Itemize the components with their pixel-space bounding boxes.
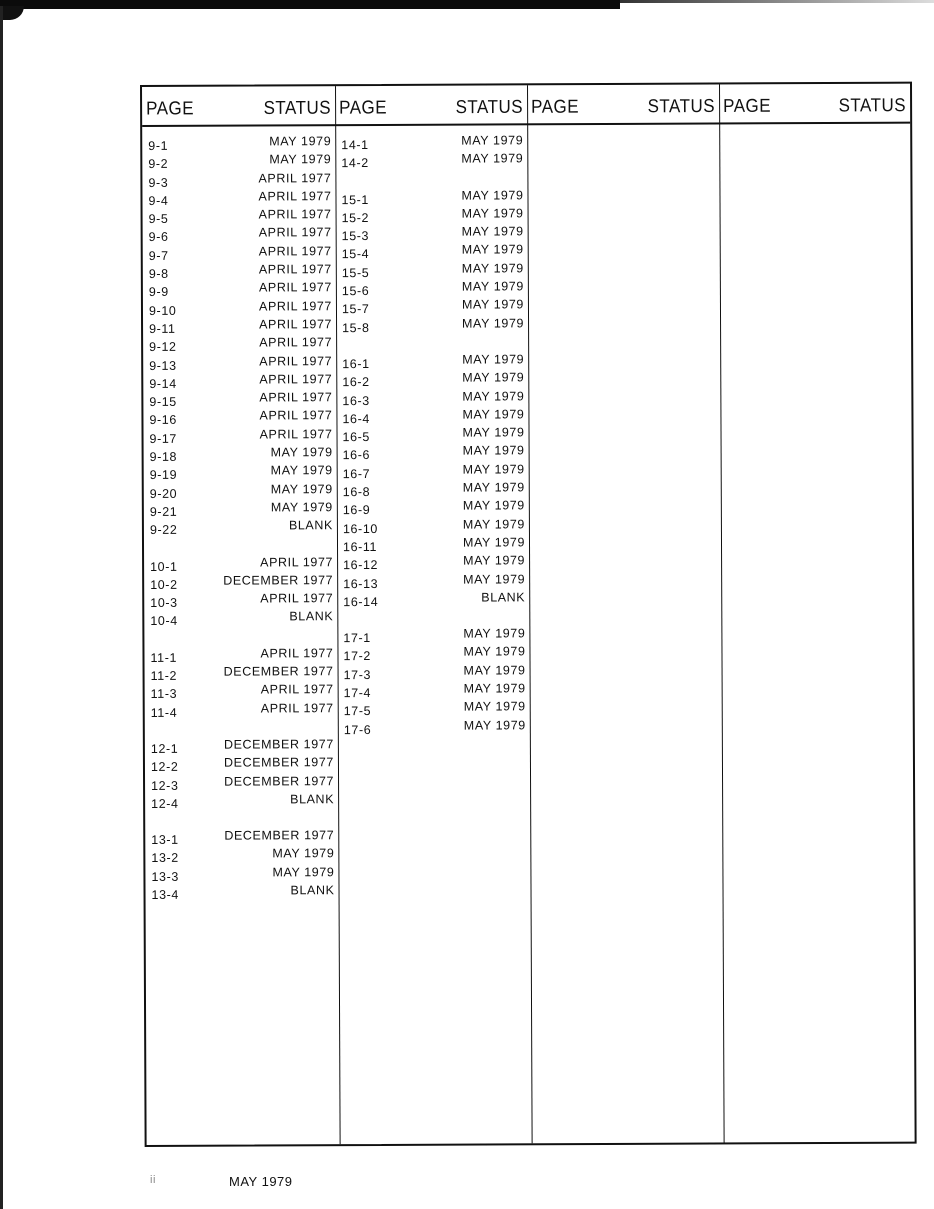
page-status: MAY 1979	[462, 370, 525, 385]
table-row	[144, 518, 337, 537]
page-status: MAY 1979	[463, 553, 526, 568]
page-number: 9-13	[149, 358, 177, 373]
page-status: APRIL 1977	[260, 700, 334, 716]
row-spacer	[144, 537, 337, 556]
header-page: PAGE	[146, 97, 195, 119]
table-row	[335, 152, 527, 171]
table-row	[143, 226, 336, 245]
page-number: 17-3	[343, 667, 372, 682]
table-row	[336, 425, 528, 444]
table-row	[145, 792, 338, 811]
page-status: MAY 1979	[462, 443, 525, 459]
page-number: 17-4	[343, 686, 372, 701]
page-number: 10-1	[150, 559, 178, 574]
table-row	[145, 664, 338, 683]
table-row	[145, 774, 338, 793]
page-number: 9-22	[149, 523, 178, 538]
row-spacer	[144, 628, 337, 647]
header-status: STATUS	[647, 95, 716, 117]
table-row	[143, 335, 336, 354]
page-number: 16-7	[342, 466, 371, 481]
page-number: 10-4	[150, 614, 178, 629]
row-spacer	[335, 170, 527, 189]
page-status: APRIL 1977	[258, 170, 332, 186]
page-status: MAY 1979	[462, 388, 525, 404]
page-number: 16-11	[342, 539, 378, 555]
table-row	[337, 535, 529, 554]
page-number: 9-16	[149, 413, 177, 428]
table-row	[338, 663, 530, 682]
page-number: 9-2	[148, 157, 169, 172]
table-row	[145, 847, 338, 866]
table-row	[337, 480, 529, 499]
page-status: MAY 1979	[269, 134, 332, 149]
table-row	[337, 462, 529, 481]
page-status: MAY 1979	[462, 462, 525, 477]
rows	[527, 132, 719, 133]
table-row	[336, 389, 528, 408]
page-number: 15-6	[341, 284, 370, 299]
page-status: MAY 1979	[462, 498, 525, 513]
page-status: MAY 1979	[463, 717, 526, 733]
table-row	[143, 354, 336, 373]
table-row	[144, 610, 337, 629]
page-number: 16-8	[342, 485, 371, 500]
table-row	[336, 407, 528, 426]
table-row	[143, 299, 336, 318]
table-row	[144, 482, 337, 501]
row-spacer	[145, 810, 338, 829]
page-status: MAY 1979	[461, 187, 524, 203]
table-row	[144, 573, 337, 592]
scan-edge-dark	[0, 0, 620, 9]
table-row	[336, 352, 528, 371]
page-number: 9-21	[149, 504, 178, 519]
page-status: MAY 1979	[461, 261, 524, 276]
page-status: MAY 1979	[461, 242, 524, 258]
table-row	[144, 500, 337, 519]
header-page: PAGE	[531, 96, 580, 118]
page-number: 16-9	[342, 503, 371, 518]
page-status: MAY 1979	[461, 206, 524, 221]
page-number: 14-2	[341, 156, 369, 171]
page-status: MAY 1979	[462, 352, 525, 367]
page-status: APRIL 1977	[259, 372, 333, 387]
page-status: APRIL 1977	[260, 591, 334, 606]
table-row	[337, 626, 529, 645]
page-status: BLANK	[288, 518, 333, 533]
page-status: MAY 1979	[463, 663, 526, 678]
page-status: APRIL 1977	[258, 189, 332, 204]
table-row	[337, 517, 529, 536]
page-number: 13-1	[151, 832, 179, 848]
page-status: APRIL 1977	[260, 554, 334, 570]
table-column-4	[719, 84, 915, 1143]
page-status: DECEMBER 1977	[223, 572, 334, 588]
table-row	[336, 371, 528, 390]
page-status: APRIL 1977	[260, 645, 334, 661]
page-number: 12-2	[150, 760, 179, 775]
page-status: MAY 1979	[461, 133, 524, 148]
header-page: PAGE	[339, 96, 388, 119]
table-column-2	[335, 85, 532, 1144]
page-status: MAY 1979	[272, 864, 335, 880]
page-status: MAY 1979	[462, 535, 526, 550]
table-row	[338, 681, 530, 700]
page-status: DECEMBER 1977	[224, 773, 335, 789]
page-status: MAY 1979	[270, 463, 333, 478]
header-status: STATUS	[455, 96, 524, 118]
table-row	[142, 152, 335, 171]
page-number: 11-3	[150, 687, 178, 702]
table-row	[337, 572, 529, 591]
page-status: APRIL 1977	[259, 335, 333, 350]
table-row	[143, 317, 336, 336]
page-status: MAY 1979	[272, 846, 335, 861]
page-number: 11-2	[150, 668, 178, 683]
page-status: APRIL 1977	[259, 426, 333, 442]
page-number: 12-4	[151, 796, 179, 811]
table-row	[337, 444, 529, 463]
page-number: 15-4	[341, 247, 370, 262]
page-number: 9-10	[148, 303, 177, 318]
table-row	[144, 463, 337, 482]
page-number: 17-6	[343, 722, 372, 737]
page-status: MAY 1979	[269, 152, 332, 167]
page-status: MAY 1979	[463, 681, 526, 696]
page-status: MAY 1979	[462, 516, 525, 532]
page-number: 17-5	[343, 704, 372, 719]
page-number: 17-2	[343, 649, 371, 664]
page-number: 9-9	[148, 285, 169, 300]
page-status: MAY 1979	[463, 644, 526, 660]
rows	[335, 133, 530, 737]
page-number: 9-15	[149, 394, 177, 410]
table-row	[338, 700, 530, 719]
table-row	[145, 737, 338, 756]
table-row	[144, 445, 337, 464]
page-status: APRIL 1977	[258, 262, 332, 277]
table-row	[145, 701, 338, 720]
page-number: 17-1	[343, 631, 371, 646]
page-number: 9-1	[148, 138, 169, 153]
page-number: 10-3	[150, 595, 178, 611]
page-number: 15-7	[341, 302, 370, 317]
page-number: 16-5	[342, 430, 370, 445]
footer-date: MAY 1979	[229, 1174, 293, 1189]
page-status: MAY 1979	[270, 500, 333, 515]
table-row	[143, 409, 336, 428]
page-number: 9-11	[149, 321, 176, 336]
table-row	[143, 281, 336, 300]
page-number: 9-4	[148, 193, 169, 208]
table-row	[337, 554, 529, 573]
header-status: STATUS	[263, 97, 332, 119]
page-status: MAY 1979	[461, 224, 524, 239]
page-status: APRIL 1977	[259, 390, 333, 405]
page-number: 9-17	[149, 431, 177, 446]
table-row	[142, 134, 335, 153]
page-status: APRIL 1977	[258, 280, 332, 295]
table-row	[336, 298, 528, 317]
scan-corner	[0, 6, 24, 20]
row-spacer	[337, 608, 529, 627]
table-row	[335, 133, 527, 152]
page-number: 11-1	[150, 650, 178, 665]
page-number: 16-1	[342, 356, 370, 372]
table-row	[144, 646, 337, 665]
table-column-1	[142, 86, 340, 1145]
table-row	[337, 499, 529, 518]
page-number: 9-7	[148, 248, 169, 263]
page-status: DECEMBER 1977	[223, 664, 334, 679]
scan-edge-left	[0, 6, 3, 1209]
page-number: 11-4	[150, 705, 178, 720]
row-spacer	[336, 334, 528, 353]
page-number: 12-3	[151, 778, 179, 793]
page-number: 13-2	[151, 851, 179, 866]
page-status: MAY 1979	[270, 481, 333, 497]
table-row	[336, 279, 528, 298]
page-status: DECEMBER 1977	[223, 737, 334, 752]
page-status: BLANK	[290, 883, 335, 898]
table-column-3	[527, 84, 724, 1143]
effective-pages-table	[140, 82, 917, 1147]
page-status: BLANK	[481, 590, 526, 605]
table-row	[143, 390, 336, 409]
table-row	[145, 865, 338, 884]
table-row	[336, 224, 528, 243]
page-status: BLANK	[289, 609, 334, 624]
page-status: MAY 1979	[461, 151, 524, 166]
table-row	[142, 189, 335, 208]
page-number: 9-5	[148, 212, 169, 227]
page-status: DECEMBER 1977	[223, 755, 334, 770]
table-row	[336, 316, 528, 335]
page-number: 15-2	[341, 210, 370, 226]
page-number: 16-4	[342, 411, 370, 426]
table-row	[144, 591, 337, 610]
page-number: 16-6	[342, 448, 371, 463]
page-number: 15-5	[341, 265, 370, 280]
table-row	[145, 755, 338, 774]
table-row	[144, 555, 337, 574]
rows	[719, 132, 910, 133]
page-status: MAY 1979	[463, 626, 526, 641]
page-number: 16-13	[343, 576, 379, 591]
page-number: 16-10	[342, 521, 378, 536]
page-number: 15-8	[342, 320, 370, 335]
table-row	[143, 207, 336, 226]
page-number: 16-14	[343, 594, 379, 609]
table-row	[336, 261, 528, 280]
header-page: PAGE	[723, 95, 772, 117]
page-status: APRIL 1977	[258, 207, 332, 222]
table-row	[143, 244, 336, 263]
page-status: BLANK	[290, 791, 335, 807]
page-status: MAY 1979	[462, 480, 525, 495]
table-row	[145, 828, 338, 847]
table-row	[145, 682, 338, 701]
rows	[142, 134, 338, 902]
table-row	[336, 206, 528, 225]
page-status: MAY 1979	[463, 571, 526, 587]
table-row	[335, 188, 527, 207]
page-number: 14-1	[341, 138, 369, 153]
page-status: MAY 1979	[461, 315, 525, 331]
page-number: 15-3	[341, 229, 370, 244]
row-spacer	[145, 719, 338, 738]
page-status: APRIL 1977	[259, 408, 333, 423]
page-status: MAY 1979	[463, 699, 526, 714]
table-row	[338, 718, 530, 737]
page-number: 12-1	[150, 741, 179, 756]
page-status: APRIL 1977	[259, 353, 333, 369]
footer-page-number: ii	[150, 1174, 156, 1186]
page-number: 10-2	[150, 577, 178, 592]
table-row	[142, 171, 335, 190]
page-number: 16-2	[342, 375, 370, 390]
page-number: 16-3	[342, 393, 370, 408]
page-number: 9-8	[148, 266, 169, 282]
page-status: DECEMBER 1977	[224, 828, 335, 843]
table-row	[143, 262, 336, 281]
page-number: 9-18	[149, 449, 178, 465]
page-status: APRIL 1977	[259, 317, 333, 332]
page-number: 9-20	[149, 486, 178, 501]
page-number: 16-12	[343, 558, 379, 573]
table-row	[143, 427, 336, 446]
page-number: 9-12	[149, 340, 177, 355]
page-status: APRIL 1977	[258, 243, 332, 259]
page-status: MAY 1979	[461, 279, 524, 294]
page-number: 15-1	[341, 192, 369, 207]
page-number: 9-19	[149, 468, 178, 483]
table-row	[145, 883, 338, 902]
page-status: APRIL 1977	[258, 298, 332, 314]
page-number: 9-3	[148, 175, 169, 190]
table-row	[336, 243, 528, 262]
page-number: 13-4	[151, 887, 179, 902]
page-status: APRIL 1977	[258, 225, 332, 240]
table-row	[337, 645, 529, 664]
page-status: APRIL 1977	[260, 682, 334, 697]
page-status: MAY 1979	[461, 297, 524, 312]
page-status: MAY 1979	[462, 425, 525, 440]
header-status: STATUS	[838, 94, 907, 116]
table-row	[143, 372, 336, 391]
page-number: 13-3	[151, 869, 179, 884]
page-status: MAY 1979	[270, 445, 333, 460]
table-row	[337, 590, 529, 609]
page-number: 9-14	[149, 376, 177, 391]
page-status: MAY 1979	[462, 407, 525, 422]
page-number: 9-6	[148, 230, 169, 245]
